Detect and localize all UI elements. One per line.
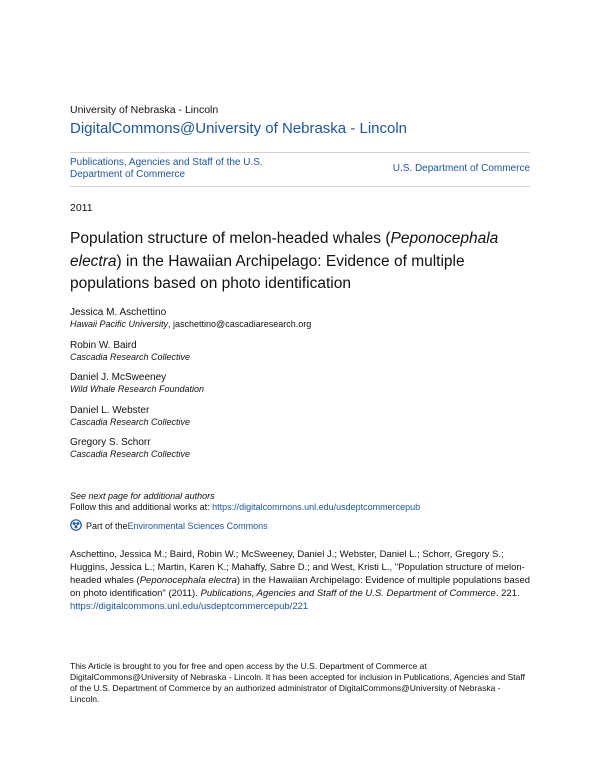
citation-text: Aschettino, Jessica M.; Baird, Robin W.; McSweeney, Daniel J.; Webster, Daniel L.; Schorr, Gregory S.; Huggins, Jessica L.; Martin, Karen K.; Mahaffy, Sabre D.; and West, Kristi L., "Population structure of melon-headed whales ( <box>70 549 525 586</box>
department-link[interactable]: U.S. Department of Commerce <box>392 163 530 174</box>
citation-species: Peponocephala electra <box>139 575 237 586</box>
recommended-citation <box>70 548 530 613</box>
part-of-line <box>70 519 268 533</box>
author-affiliation: Cascadia Research Collective <box>70 416 191 427</box>
author-entry <box>70 372 530 395</box>
citation-number: . 221. <box>495 588 520 599</box>
follow-line <box>70 502 420 512</box>
author-email: , jaschettino@cascadiaresearch.org <box>168 319 312 329</box>
network-icon <box>70 519 82 533</box>
repository-link[interactable]: DigitalCommons@University of Nebraska - Lincoln <box>70 120 408 137</box>
author-name: Jessica M. Aschettino <box>70 307 167 318</box>
publication-year: 2011 <box>70 202 93 214</box>
author-entry <box>70 340 530 363</box>
institution-name: University of Nebraska - Lincoln <box>70 104 219 116</box>
author-affiliation: Wild Whale Research Foundation <box>70 384 204 394</box>
part-of-text: Part of the <box>86 521 128 531</box>
citation-journal: Publications, Agencies and Staff of the U.S. Department of Commerce <box>200 588 496 599</box>
author-entry <box>70 437 530 460</box>
follow-text: Follow this and additional works at: <box>70 502 213 512</box>
author-list <box>70 307 530 470</box>
author-name: Daniel L. Webster <box>70 404 150 416</box>
author-entry <box>70 307 530 330</box>
divider-bottom <box>70 186 530 187</box>
follow-url-link[interactable]: https://digitalcommons.unl.edu/usdeptcommercepub <box>212 502 421 512</box>
title-part-2: ) in the Hawaiian Archipelago: Evidence of multiple populations based on photo identification <box>70 252 465 292</box>
access-statement: This Article is brought to you for free and open access by the U.S. Department of Commerce at DigitalCommons@University of Nebraska - Lincoln. It has been accepted for inclusion in Publications, Agencies and Staff of the U.S. Department of Commerce by an authorized administrator of DigitalCommons@University of Nebraska - Lincoln. <box>70 661 525 704</box>
collection-link[interactable]: Publications, Agencies and Staff of the U.S. Department of Commerce <box>70 157 263 180</box>
author-entry <box>70 405 530 428</box>
author-affiliation: Cascadia Research Collective <box>70 449 191 459</box>
author-affiliation: Cascadia Research Collective <box>70 351 191 362</box>
author-name: Gregory S. Schorr <box>70 437 151 448</box>
author-name: Robin W. Baird <box>70 339 137 351</box>
divider-top <box>70 152 530 153</box>
commons-link[interactable]: Environmental Sciences Commons <box>127 521 268 531</box>
author-name: Daniel J. McSweeney <box>70 372 167 383</box>
title-species: Peponocephala electra <box>70 230 499 270</box>
see-next-page-note: See next page for additional authors <box>70 491 215 501</box>
citation-text-2: ) in the Hawaiian Archipelago: Evidence of multiple populations based on photo identification" (2011). <box>70 575 531 599</box>
article-title[interactable] <box>70 228 540 296</box>
title-part-1: Population structure of melon-headed whales ( <box>70 230 391 247</box>
citation-url-link[interactable]: https://digitalcommons.unl.edu/usdeptcommercepub/221 <box>70 601 309 612</box>
author-affiliation: Hawaii Pacific University, jaschettino@cascadiaresearch.org <box>70 319 312 329</box>
